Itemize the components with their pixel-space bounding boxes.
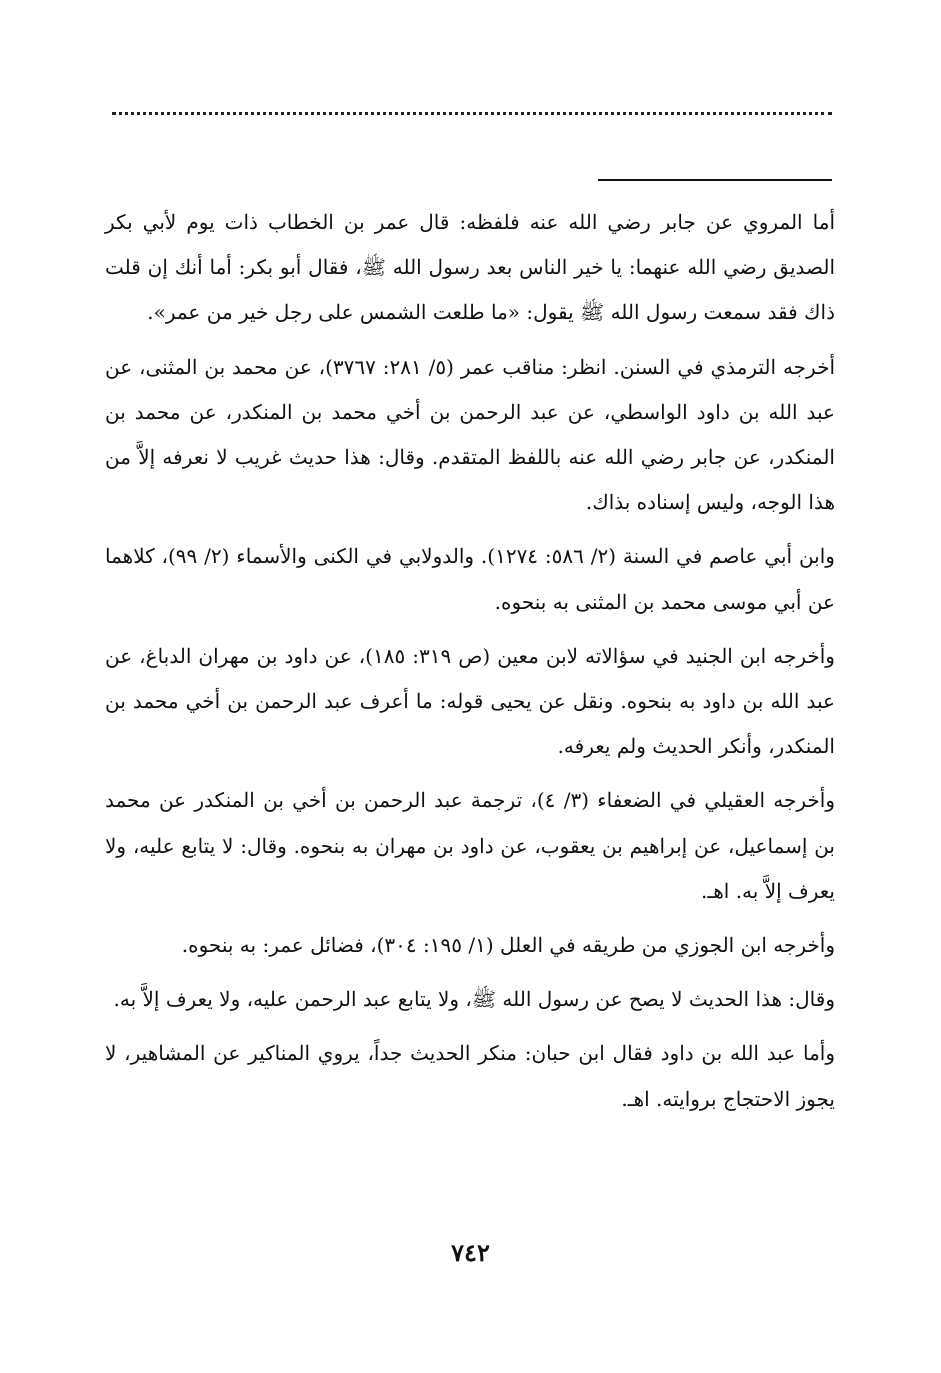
page-number: ٧٤٢	[451, 1238, 490, 1267]
paragraph: وقال: هذا الحديث لا يصح عن رسول الله ﷺ، ولا يتابع عبد الرحمن عليه، ولا يعرف إلاَّ به.	[113, 987, 835, 1012]
paragraph: أخرجه الترمذي في السنن. انظر: مناقب عمر (٥/ ٢٨١: ٣٧٦٧)، عن محمد بن المثنى، عن عبد الله بن داود الواسطي، عن عبد الرحمن بن أخي محمد بن المنكدر، عن محمد بن المنكدر، عن جابر رضي الله عنه باللفظ المتقدم. وقال: هذا حديث غريب لا نعرفه إلاَّ من هذا الوجه، وليس إسناده بذاك.	[105, 354, 835, 515]
paragraph: وأخرجه ابن الجوزي من طريقه في العلل (١/ ١٩٥: ٣٠٤)، فضائل عمر: به بنحوه.	[181, 933, 835, 958]
body-text	[105, 200, 835, 1131]
paragraph: أما المروي عن جابر رضي الله عنه فلفظه: قال عمر بن الخطاب ذات يوم لأبي بكر الصديق رضي الله عنهما: يا خير الناس بعد رسول الله ﷺ، فقال أبو بكر: أما أنك إن قلت ذاك فقد سمعت رسول الله ﷺ يقول: «ما طلعت الشمس على رجل خير من عمر».	[105, 210, 835, 325]
paragraph: وأخرجه ابن الجنيد في سؤالاته لابن معين (ص ٣١٩: ١٨٥)، عن داود بن مهران الدباغ، عن عبد الله بن داود به بنحوه. ونقل عن يحيى قوله: ما أعرف عبد الرحمن بن أخي محمد بن المنكدر، وأنكر الحديث ولم يعرفه.	[105, 643, 835, 759]
dotted-separator	[112, 112, 832, 115]
paragraph: وابن أبي عاصم في السنة (٢/ ٥٨٦: ١٢٧٤). والدولابي في الكنى والأسماء (٢/ ٩٩)، كلاهما عن أبي موسى محمد بن المثنى به بنحوه.	[105, 544, 835, 614]
footnote-rule	[598, 179, 832, 181]
paragraph: وأما عبد الله بن داود فقال ابن حبان: منكر الحديث جداً، يروي المناكير عن المشاهير، لا يجوز الاحتجاج بروايته. اهـ.	[105, 1041, 835, 1111]
paragraph: وأخرجه العقيلي في الضعفاء (٣/ ٤)، ترجمة عبد الرحمن بن أخي بن المنكدر عن محمد بن إسماعيل، عن إبراهيم بن يعقوب، عن داود بن مهران به بنحوه. وقال: لا يتابع عليه، ولا يعرف إلاَّ به. اهـ.	[105, 788, 835, 903]
